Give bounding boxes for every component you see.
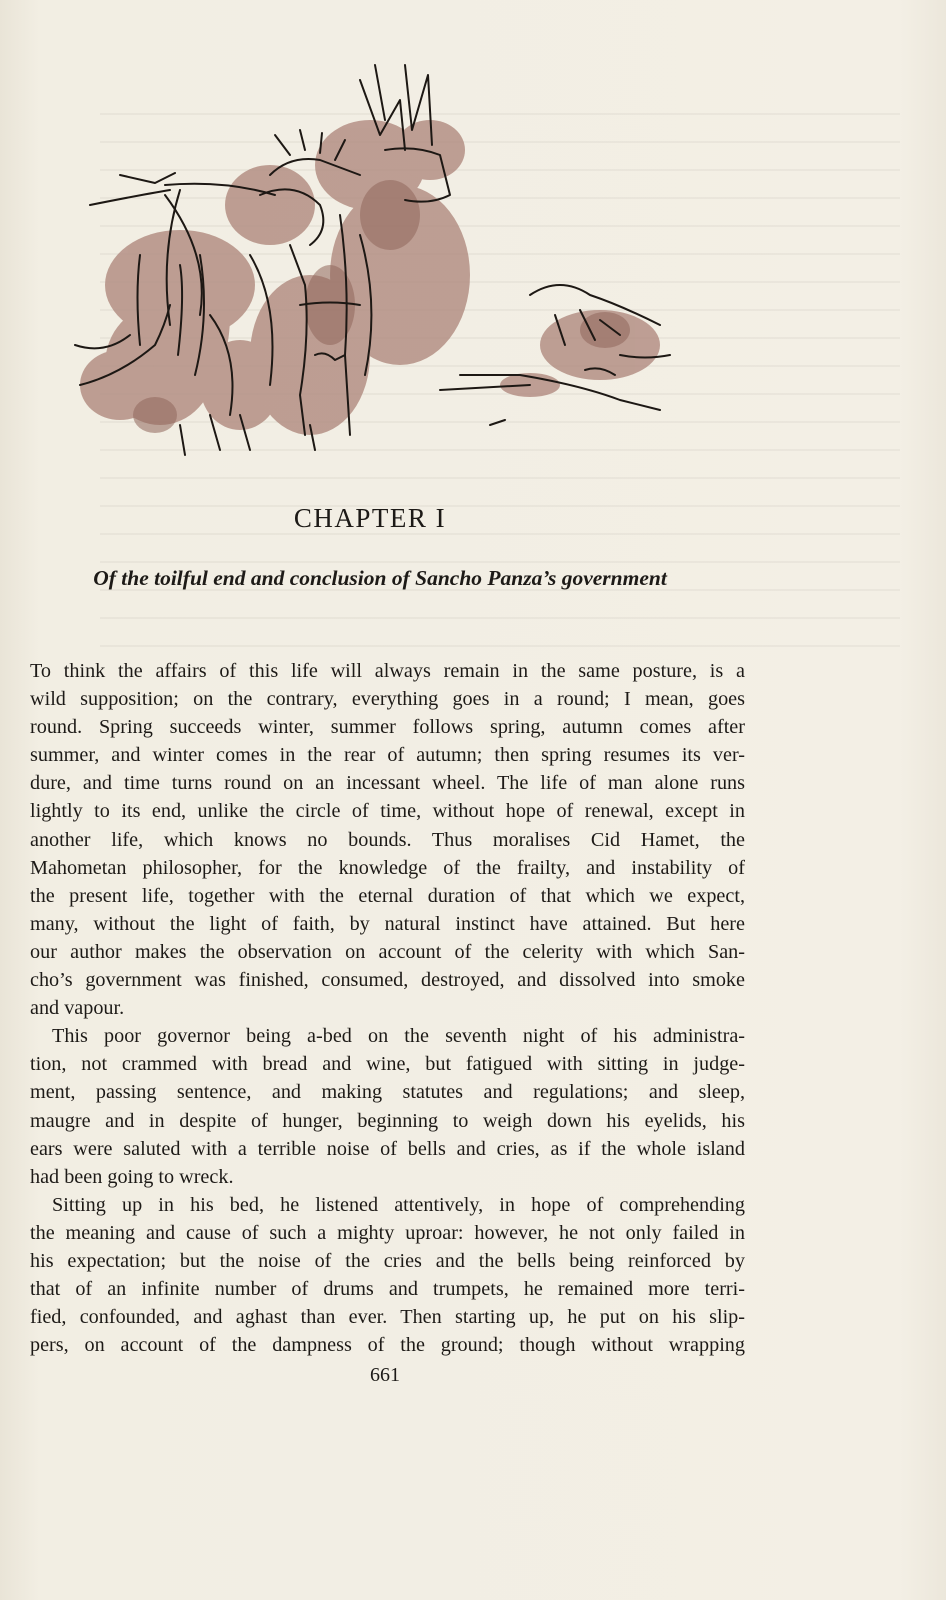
chapter-subtitle: Of the toilful end and conclusion of Sancho Panza’s government (93, 566, 667, 590)
paragraph (30, 1022, 745, 1191)
text-line: that of an infinite number of drums and trumpets, he remained more terri- (30, 1278, 745, 1301)
text-line: Mahometan philosopher, for the knowledge of the frailty, and instability of (30, 856, 745, 879)
sancho-panza-illustration (60, 55, 700, 465)
body-text (30, 657, 745, 1359)
text-line: maugre and in despite of hunger, beginning to weigh down his eyelids, his (30, 1109, 745, 1132)
paragraph (30, 1191, 745, 1360)
text-line: another life, which knows no bounds. Thus moralises Cid Hamet, the (30, 828, 745, 851)
text-line: lightly to its end, unlike the circle of time, without hope of renewal, except in (30, 800, 745, 823)
text-line: dure, and time turns round on an incessant wheel. The life of man alone runs (30, 772, 745, 795)
text-line: ears were saluted with a terrible noise of bells and cries, as if the whole island (30, 1137, 745, 1160)
text-line: pers, on account of the dampness of the ground; though without wrapping (30, 1334, 745, 1357)
text-line: and vapour. (30, 997, 125, 1020)
paragraph (30, 657, 745, 1022)
text-line: summer, and winter comes in the rear of autumn; then spring resumes its ver- (30, 744, 745, 767)
text-line: round. Spring succeeds winter, summer follows spring, autumn comes after (30, 716, 745, 739)
text-line: wild supposition; on the contrary, everything goes in a round; I mean, goes (30, 688, 745, 711)
text-line: Sitting up in his bed, he listened attentively, in hope of comprehending (52, 1193, 745, 1216)
chapter-title: CHAPTER I (293, 503, 447, 533)
text-line: our author makes the observation on account of the celerity with which San- (30, 940, 745, 963)
text-line: many, without the light of faith, by natural instinct have attained. But here (30, 912, 745, 935)
text-line: ment, passing sentence, and making statutes and regulations; and sleep, (30, 1081, 745, 1104)
page-number: 661 (370, 1364, 400, 1386)
text-line: cho’s government was finished, consumed, destroyed, and dissolved into smoke (30, 969, 745, 992)
text-line: To think the affairs of this life will always remain in the same posture, is a (30, 660, 745, 682)
text-line: the present life, together with the eternal duration of that which we expect, (30, 884, 745, 907)
text-line: tion, not crammed with bread and wine, but fatigued with sitting in judge- (30, 1053, 745, 1076)
text-line: the meaning and cause of such a mighty uproar: however, he not only failed in (30, 1221, 745, 1244)
text-line: This poor governor being a-bed on the seventh night of his administra- (52, 1025, 745, 1048)
text-line: fied, confounded, and aghast than ever. Then starting up, he put on his slip- (30, 1306, 745, 1329)
text-line: had been going to wreck. (30, 1165, 234, 1188)
text-line: his expectation; but the noise of the cries and the bells being reinforced by (30, 1249, 745, 1272)
